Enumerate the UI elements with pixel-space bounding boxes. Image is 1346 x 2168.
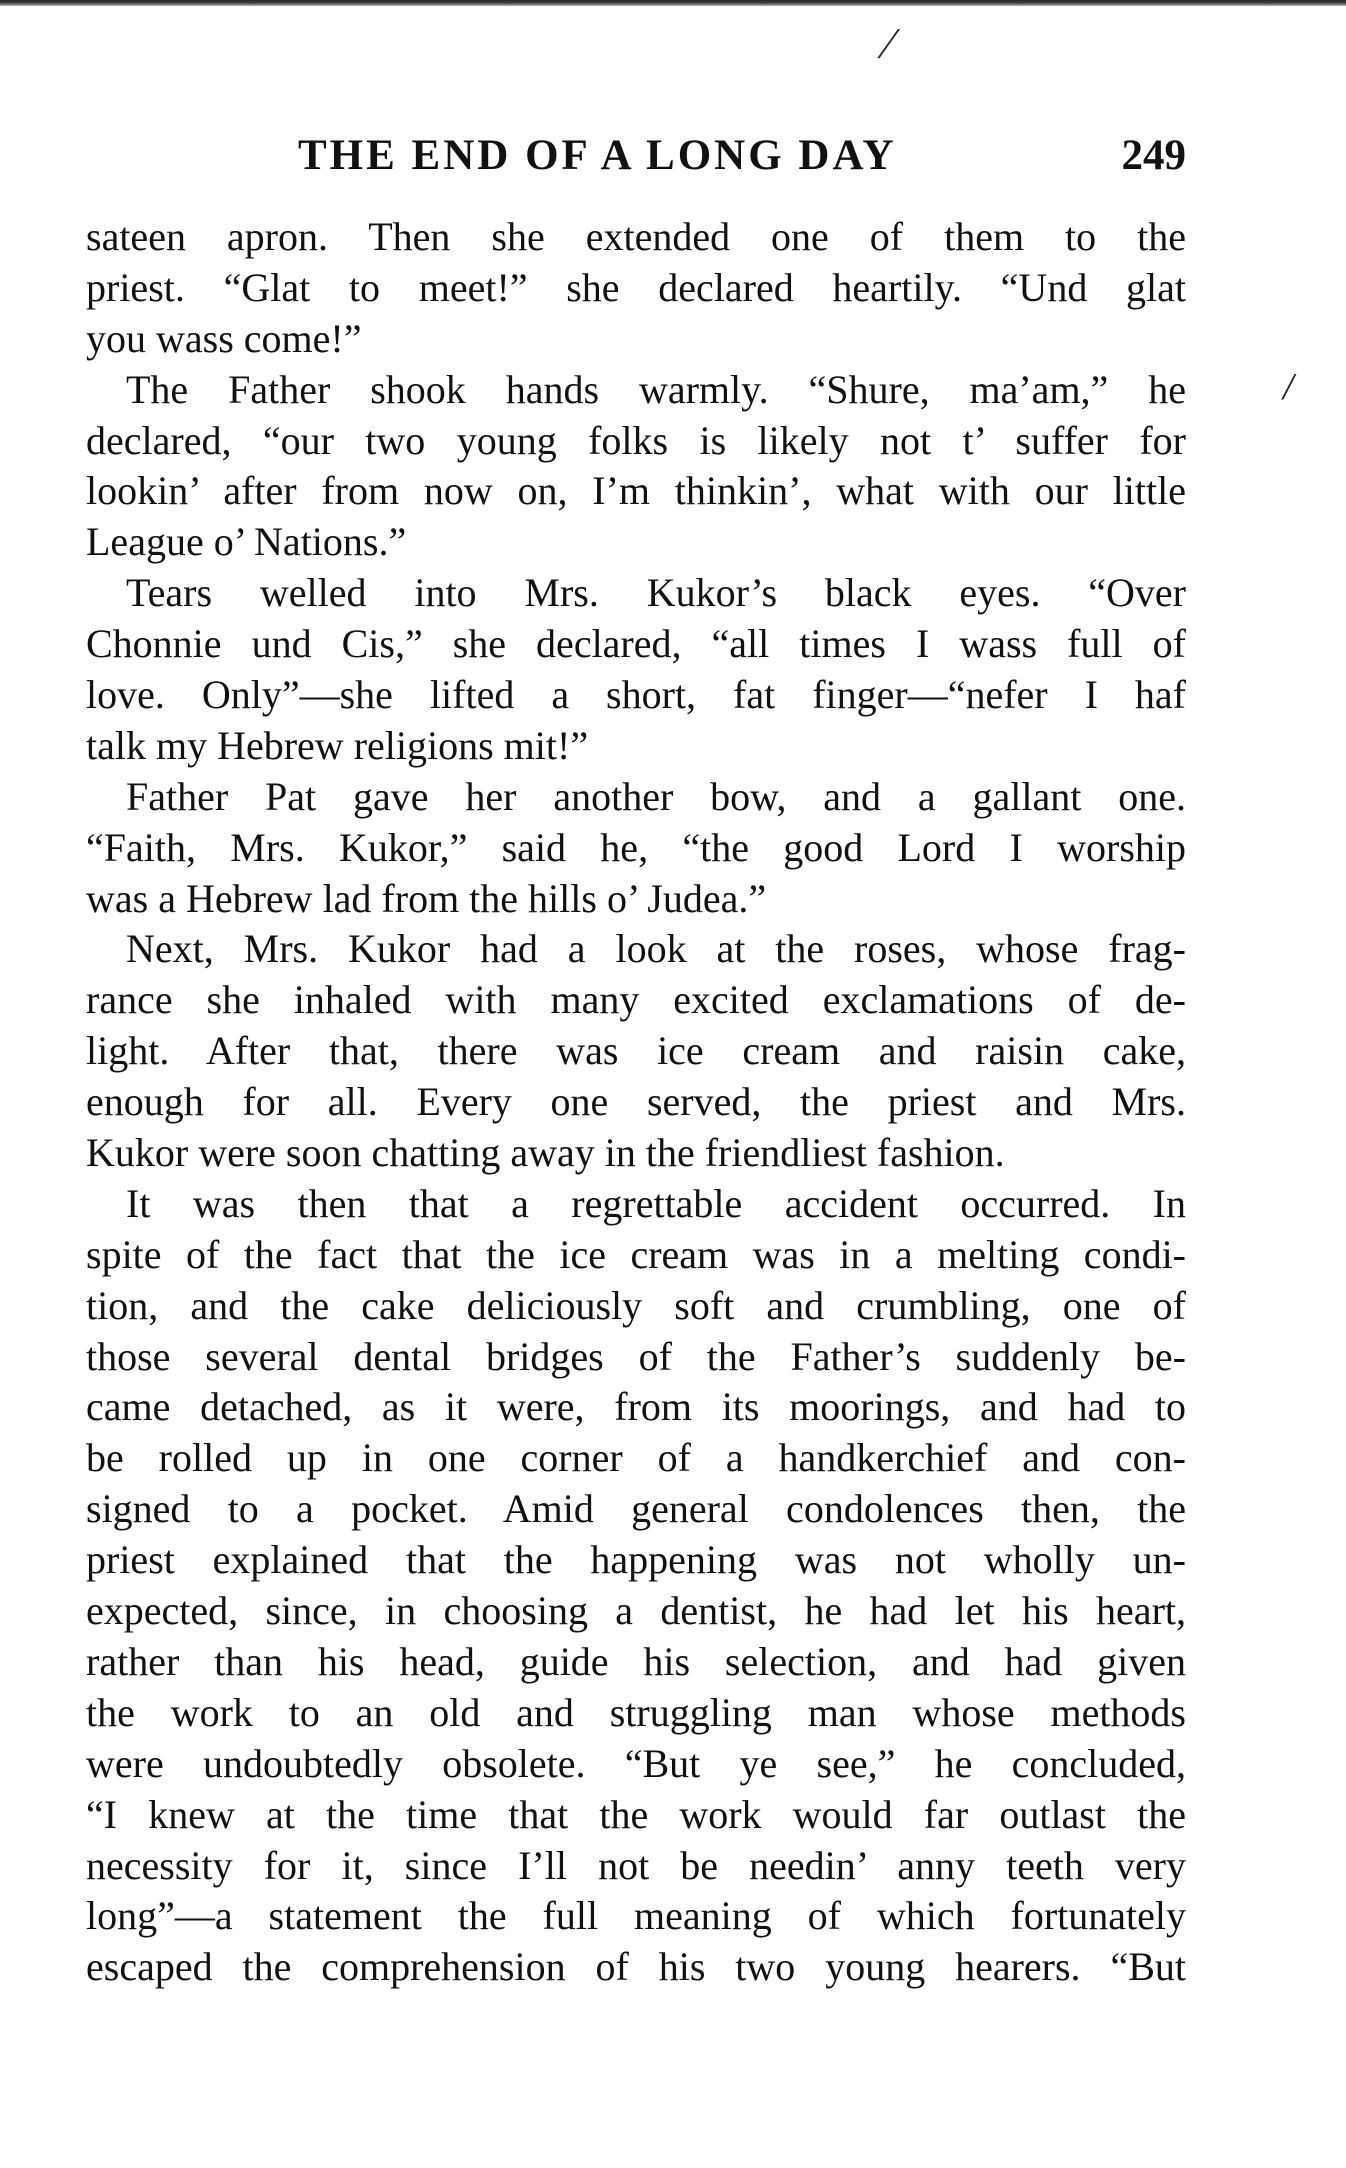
text-line: expected, since, in choosing a dentist, he had let his heart, bbox=[86, 1588, 1186, 1634]
top-rule bbox=[0, 0, 1346, 6]
running-title: THE END OF A LONG DAY bbox=[298, 132, 897, 179]
text-line: Tears welled into Mrs. Kukor’s black eyes. “Over bbox=[126, 570, 1186, 616]
text-line: light. After that, there was ice cream and raisin cake, bbox=[86, 1028, 1186, 1074]
text-line: Next, Mrs. Kukor had a look at the roses, whose frag- bbox=[126, 926, 1186, 972]
text-line: talk my Hebrew religions mit!” bbox=[86, 722, 589, 768]
margin-pencil-tick: / bbox=[1283, 366, 1294, 408]
text-line: priest explained that the happening was not wholly un- bbox=[86, 1537, 1186, 1583]
text-line: “Faith, Mrs. Kukor,” said he, “the good Lord I worship bbox=[86, 824, 1186, 870]
text-line: priest. “Glat to meet!” she declared heartily. “Und glat bbox=[86, 264, 1186, 310]
text-line: the work to an old and struggling man whose methods bbox=[86, 1689, 1186, 1735]
text-line: tion, and the cake deliciously soft and crumbling, one of bbox=[86, 1282, 1186, 1328]
text-line: those several dental bridges of the Father’s suddenly be- bbox=[86, 1333, 1186, 1379]
text-line: lookin’ after from now on, I’m thinkin’, what with our little bbox=[86, 468, 1186, 514]
text-line: Chonnie und Cis,” she declared, “all times I wass full of bbox=[86, 621, 1186, 667]
text-line: necessity for it, since I’ll not be needin’ anny teeth very bbox=[86, 1842, 1186, 1888]
text-line: came detached, as it were, from its moorings, and had to bbox=[86, 1384, 1186, 1430]
text-line: Kukor were soon chatting away in the friendliest fashion. bbox=[86, 1130, 1005, 1176]
text-line: love. Only”—she lifted a short, fat finger—“nefer I haf bbox=[86, 672, 1186, 718]
text-line: spite of the fact that the ice cream was in a melting condi- bbox=[86, 1231, 1186, 1277]
text-line: “I knew at the time that the work would far outlast the bbox=[86, 1791, 1186, 1837]
text-line: rance she inhaled with many excited exclamations of de- bbox=[86, 977, 1186, 1023]
text-line: declared, “our two young folks is likely not t’ suffer for bbox=[86, 417, 1186, 463]
body-text bbox=[86, 212, 1186, 1993]
text-line: Father Pat gave her another bow, and a gallant one. bbox=[126, 773, 1186, 819]
text-line: was a Hebrew lad from the hills o’ Judea.” bbox=[86, 875, 767, 921]
text-line: escaped the comprehension of his two young hearers. “But bbox=[86, 1944, 1186, 1990]
text-line: were undoubtedly obsolete. “But ye see,” he concluded, bbox=[86, 1740, 1186, 1786]
text-line: It was then that a regrettable accident occurred. In bbox=[126, 1180, 1186, 1226]
text-line: League o’ Nations.” bbox=[86, 519, 407, 565]
pencil-mark: ⁄ bbox=[885, 19, 893, 68]
text-line: sateen apron. Then she extended one of them to the bbox=[86, 214, 1186, 259]
text-line: The Father shook hands warmly. “Shure, ma’am,” he bbox=[126, 366, 1186, 412]
text-line: be rolled up in one corner of a handkerchief and con- bbox=[86, 1435, 1186, 1481]
text-line: long”—a statement the full meaning of which fortunately bbox=[86, 1893, 1186, 1939]
text-line: rather than his head, guide his selection, and had given bbox=[86, 1638, 1186, 1684]
running-head bbox=[86, 125, 1186, 187]
text-line: signed to a pocket. Amid general condolences then, the bbox=[86, 1486, 1186, 1532]
text-line: enough for all. Every one served, the priest and Mrs. bbox=[86, 1079, 1186, 1125]
text-line: you wass come!” bbox=[86, 315, 362, 361]
page-number: 249 bbox=[1121, 132, 1186, 179]
